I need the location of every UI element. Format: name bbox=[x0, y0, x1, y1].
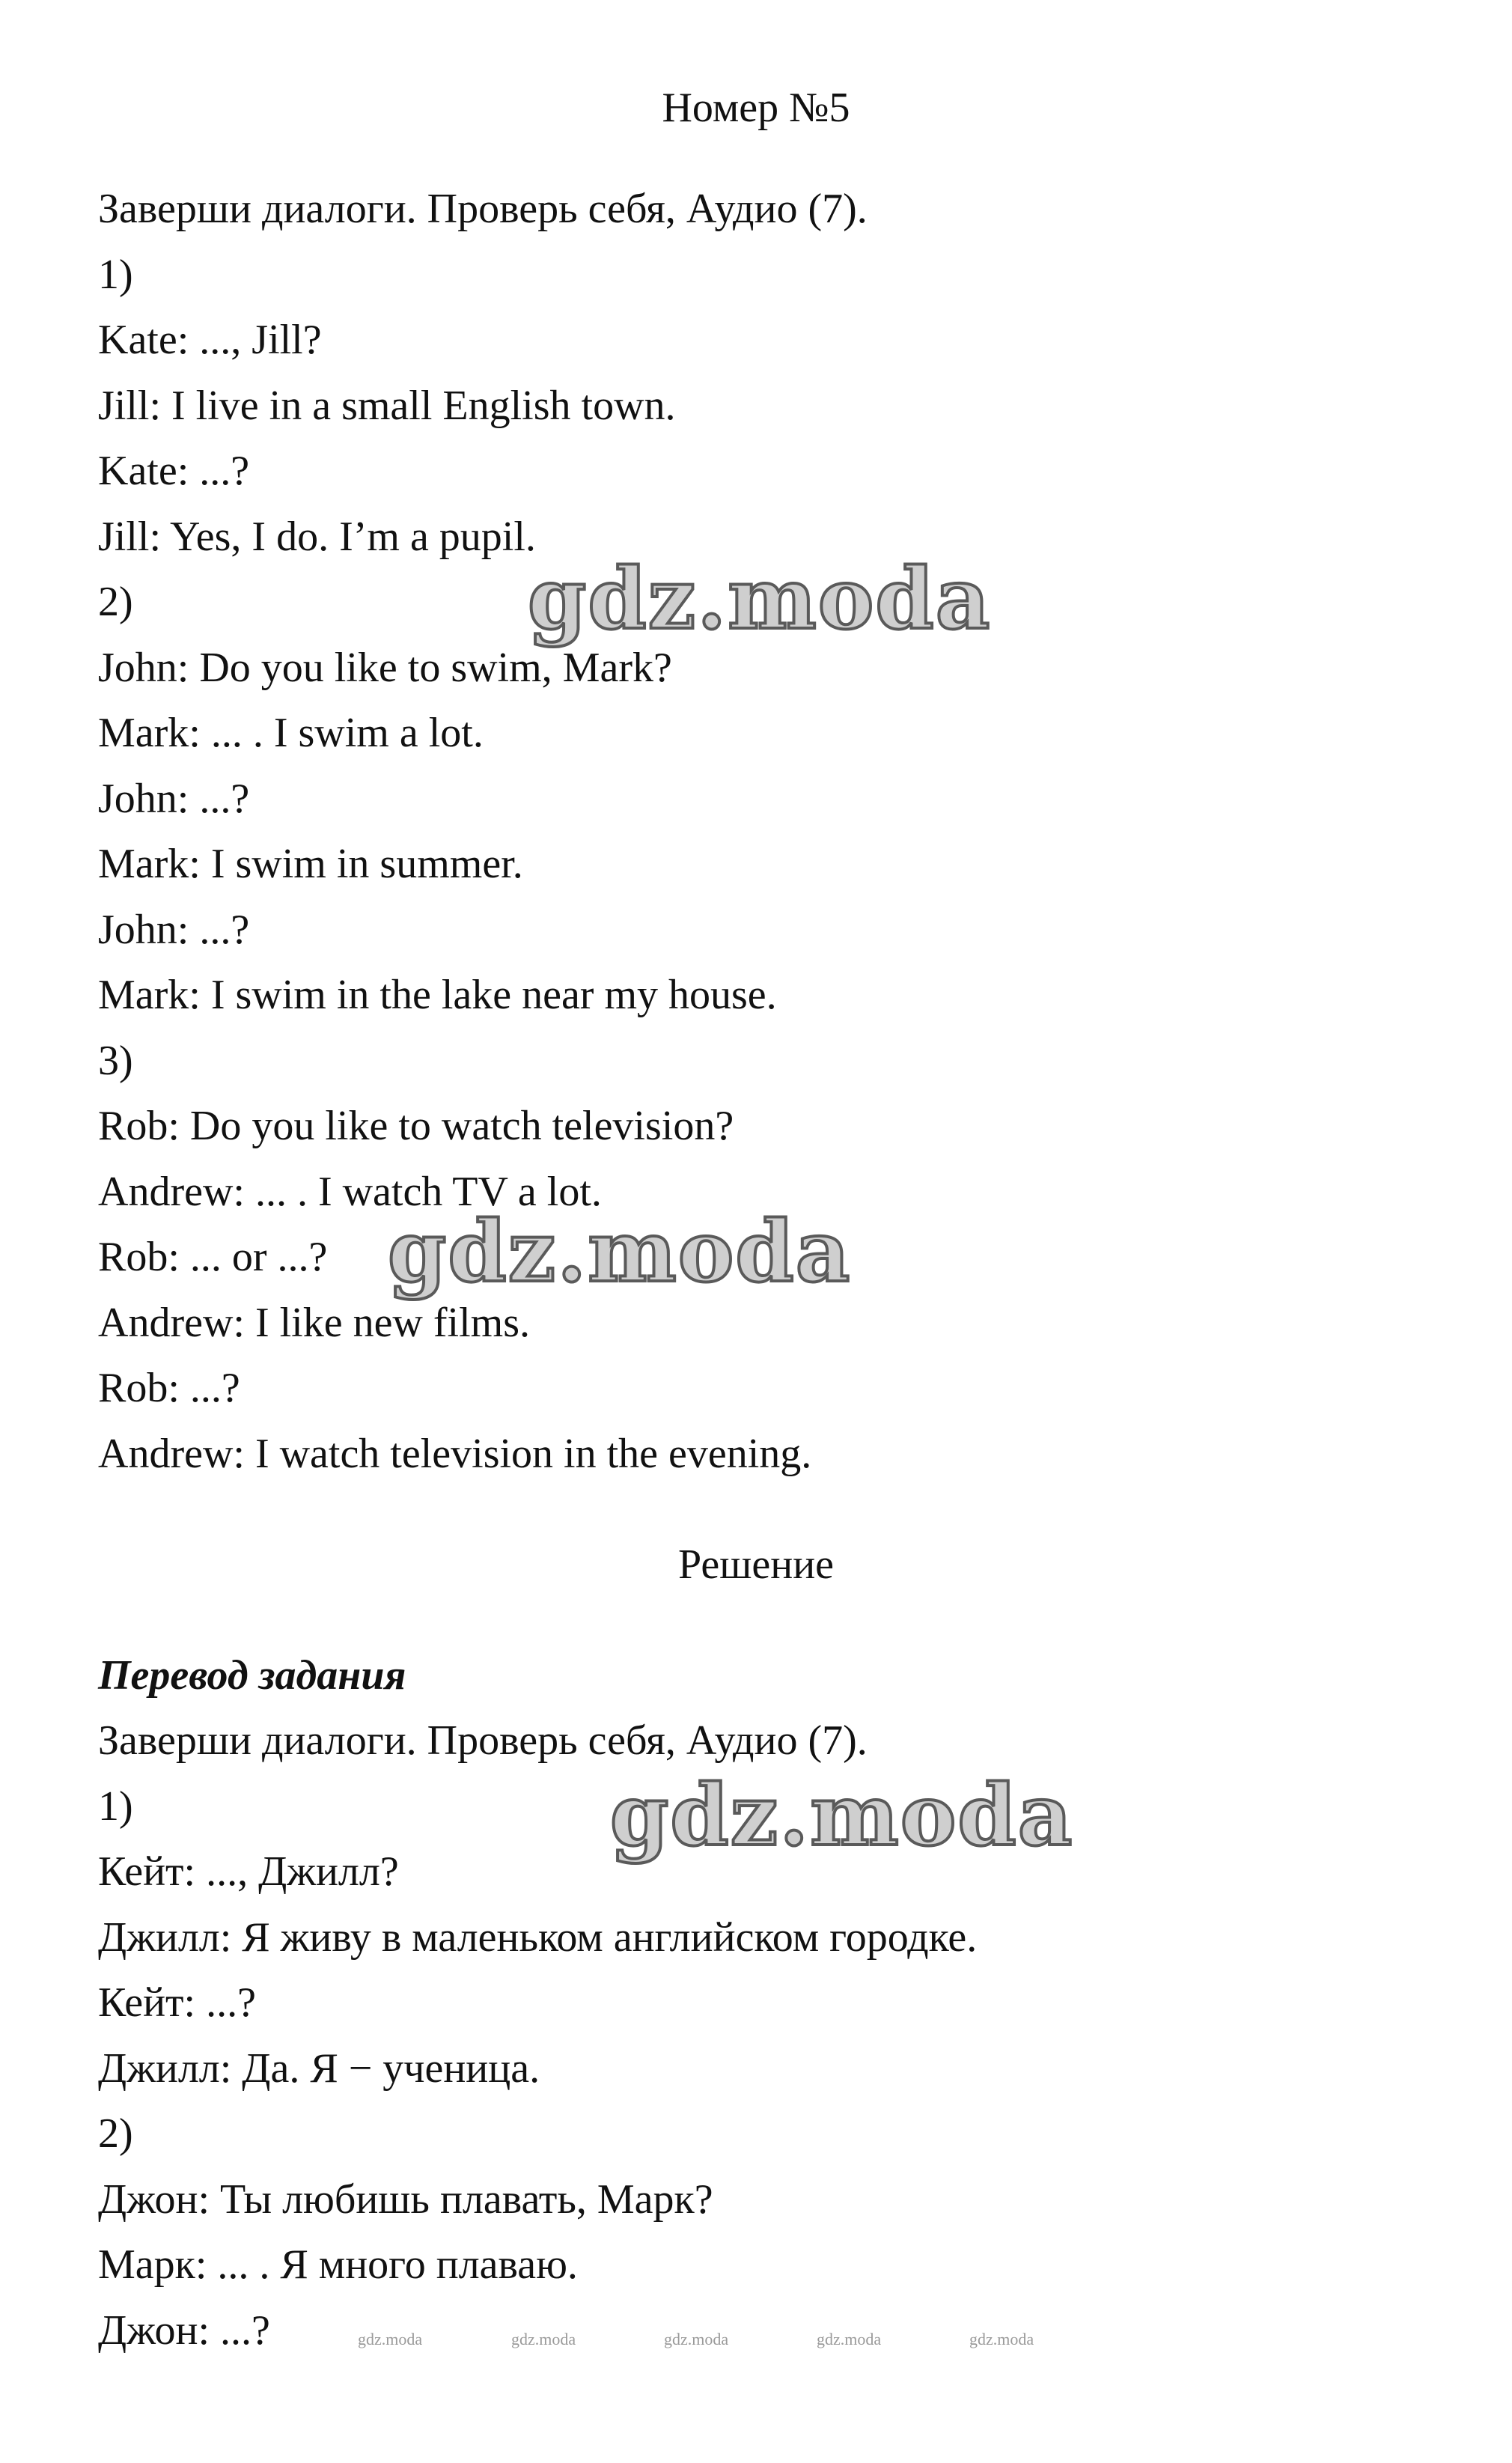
dialog-line: Jill: I live in a small English town. bbox=[98, 382, 676, 429]
translation-instruction: Заверши диалоги. Проверь себя, Аудио (7). bbox=[98, 1717, 868, 1764]
watermark-small: gdz.moda bbox=[664, 2330, 729, 2348]
dialog-number: 1) bbox=[98, 251, 133, 298]
dialog-line: Rob: Do you like to watch television? bbox=[98, 1103, 734, 1149]
translation-block bbox=[98, 1643, 1430, 1709]
watermark-logo: gdz.moda bbox=[528, 550, 992, 648]
watermark-logo: gdz.moda bbox=[610, 1767, 1074, 1865]
translation-heading: Перевод задания bbox=[98, 1652, 406, 1699]
watermark-small: gdz.moda bbox=[817, 2330, 882, 2348]
dialog-line: Джон: ...? bbox=[98, 2307, 270, 2354]
watermark-logo: gdz.moda bbox=[388, 1203, 852, 1301]
solution-heading: Решение bbox=[677, 1541, 835, 1588]
dialog-line: Кейт: ...? bbox=[98, 1979, 256, 2026]
dialog-line: John: Do you like to swim, Mark? bbox=[98, 644, 672, 691]
dialog-number: 1) bbox=[98, 1782, 133, 1830]
dialog-line: Rob: ... or ...? bbox=[98, 1234, 328, 1280]
page-title: Номер №5 bbox=[662, 85, 850, 131]
dialog-number: 3) bbox=[98, 1037, 133, 1084]
dialog-line: Jill: Yes, I do. I’m a pupil. bbox=[98, 513, 536, 560]
dialog-line: Mark: ... . I swim a lot. bbox=[98, 710, 484, 756]
dialog-line: Джилл: Да. Я − ученица. bbox=[98, 2045, 540, 2092]
dialog-line: Kate: ...? bbox=[98, 448, 250, 494]
task-instruction: Заверши диалоги. Проверь себя, Аудио (7). bbox=[98, 186, 868, 232]
watermark-small: gdz.moda bbox=[511, 2330, 576, 2348]
dialog-line: Mark: I swim in summer. bbox=[98, 841, 523, 887]
dialog-line: John: ...? bbox=[98, 775, 250, 822]
dialog-line: Джон: Ты любишь плавать, Марк? bbox=[98, 2176, 713, 2223]
watermark-small: gdz.moda bbox=[969, 2330, 1034, 2348]
dialog-number: 2) bbox=[98, 2110, 133, 2157]
dialog-line: Andrew: I like new films. bbox=[98, 1299, 530, 1346]
dialog-line: Andrew: I watch television in the evening. bbox=[98, 1430, 812, 1477]
dialog-number: 2) bbox=[98, 579, 133, 625]
watermark-small: gdz.moda bbox=[358, 2330, 423, 2348]
dialog-line: Джилл: Я живу в маленьком английском городке. bbox=[98, 1914, 978, 1961]
dialog-line: Кейт: ..., Джилл? bbox=[98, 1848, 399, 1895]
dialog-line: Mark: I swim in the lake near my house. bbox=[98, 972, 777, 1018]
dialog-line: Kate: ..., Jill? bbox=[98, 317, 322, 363]
dialog-line: John: ...? bbox=[98, 906, 250, 953]
dialog-line: Andrew: ... . I watch TV a lot. bbox=[98, 1168, 602, 1215]
dialog-line: Rob: ...? bbox=[98, 1365, 240, 1411]
dialog-line: Марк: ... . Я много плаваю. bbox=[98, 2241, 578, 2288]
